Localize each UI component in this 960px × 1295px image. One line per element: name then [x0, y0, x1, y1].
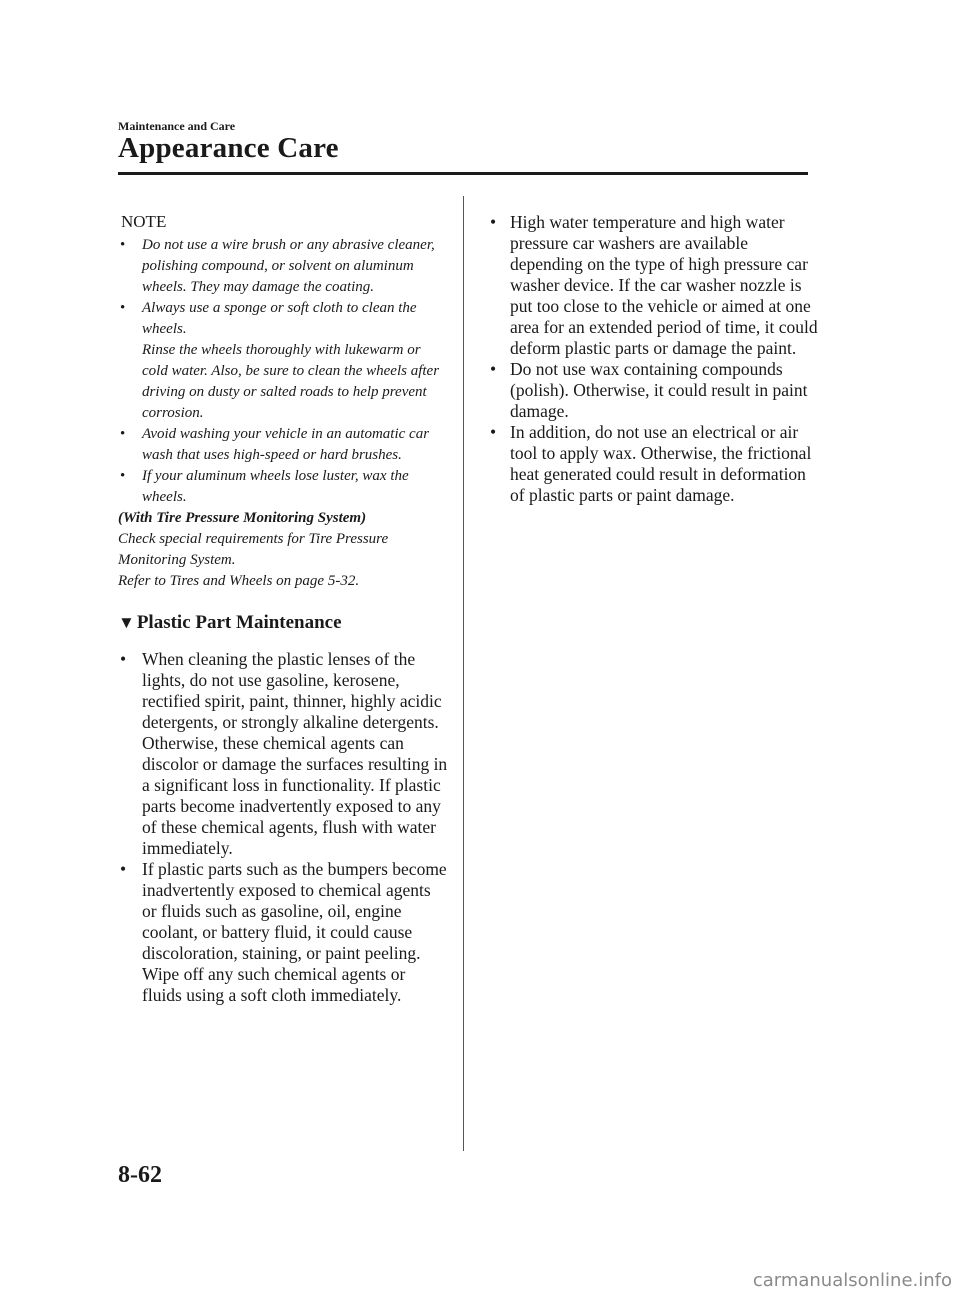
note-list: [118, 235, 448, 508]
bullet-icon: •: [120, 468, 126, 484]
column-divider: [463, 196, 464, 1151]
list-item: [118, 649, 448, 859]
subsection-title: Plastic Part Maintenance: [136, 612, 342, 633]
note-item: [118, 298, 448, 424]
plastic-list: [118, 649, 448, 1006]
note-item-text: Always use a sponge or soft cloth to clean the wheels.: [142, 300, 417, 337]
tpms-heading: (With Tire Pressure Monitoring System): [118, 510, 367, 526]
note-item: [118, 424, 448, 466]
list-item-text: High water temperature and high water pressure car washers are available depending on the type of high pressure car washer device. If the car washer nozzle is put too close to the vehicle or aimed at one area for an extended period of time, it could deform plastic parts or damage the paint.: [510, 212, 818, 358]
bullet-icon: •: [120, 237, 126, 253]
bullet-icon: •: [120, 859, 127, 879]
tpms-reference: Refer to Tires and Wheels on page 5-32.: [118, 573, 360, 589]
tpms-text: Check special requirements for Tire Pressure Monitoring System.: [118, 531, 389, 568]
washing-list: [488, 212, 818, 506]
list-item: [488, 422, 818, 506]
page-number: 8-62: [118, 1162, 162, 1188]
title-rule: [118, 172, 808, 175]
subsection-heading: [118, 611, 448, 635]
list-item: [488, 212, 818, 359]
list-item-text: When cleaning the plastic lenses of the lights, do not use gasoline, kerosene, rectified spirit, paint, thinner, highly acidic detergents, or strongly alkaline detergents. Otherwise, these chemical agents can discolor or damage the surfaces resulting in a significant loss in functionality. If plastic parts become inadvertently exposed to any of these chemical agents, flush with water immediately.: [142, 649, 448, 858]
bullet-icon: •: [120, 426, 126, 442]
bullet-icon: •: [490, 422, 497, 442]
page-title: Appearance Care: [118, 132, 339, 164]
section-label: Maintenance and Care: [118, 119, 236, 133]
bullet-icon: •: [120, 649, 127, 669]
note-item: [118, 235, 448, 298]
bullet-icon: •: [490, 212, 497, 232]
list-item: [488, 359, 818, 422]
triangle-icon: ▼: [118, 613, 135, 632]
list-item-text: Do not use wax containing compounds (polish). Otherwise, it could result in paint damage.: [510, 359, 808, 421]
note-heading: NOTE: [121, 212, 167, 231]
list-item-text: In addition, do not use an electrical or air tool to apply wax. Otherwise, the frictional heat generated could result in deformation of plastic parts or paint damage.: [510, 422, 812, 505]
note-item-text: If your aluminum wheels lose luster, wax the wheels.: [142, 468, 409, 505]
right-column: [488, 212, 818, 506]
watermark: carmanualsonline.info: [752, 1270, 952, 1291]
list-item-text: If plastic parts such as the bumpers become inadvertently exposed to chemical agents or fluids such as gasoline, oil, engine coolant, or battery fluid, it could cause discoloration, staining, or paint peeling. Wipe off any such chemical agents or fluids using a soft cloth immediately.: [142, 859, 447, 1005]
note-item: [118, 466, 448, 508]
list-item: [118, 859, 448, 1006]
note-item-continuation: Rinse the wheels thoroughly with lukewarm or cold water. Also, be sure to clean the wheels after driving on dusty or salted roads to help prevent corrosion.: [142, 342, 440, 421]
note-item-text: Avoid washing your vehicle in an automatic car wash that uses high-speed or hard brushes.: [142, 426, 430, 463]
left-column: [118, 212, 448, 1006]
note-item-text: Do not use a wire brush or any abrasive cleaner, polishing compound, or solvent on aluminum wheels. They may damage the coating.: [142, 237, 435, 295]
bullet-icon: •: [120, 300, 126, 316]
bullet-icon: •: [490, 359, 497, 379]
